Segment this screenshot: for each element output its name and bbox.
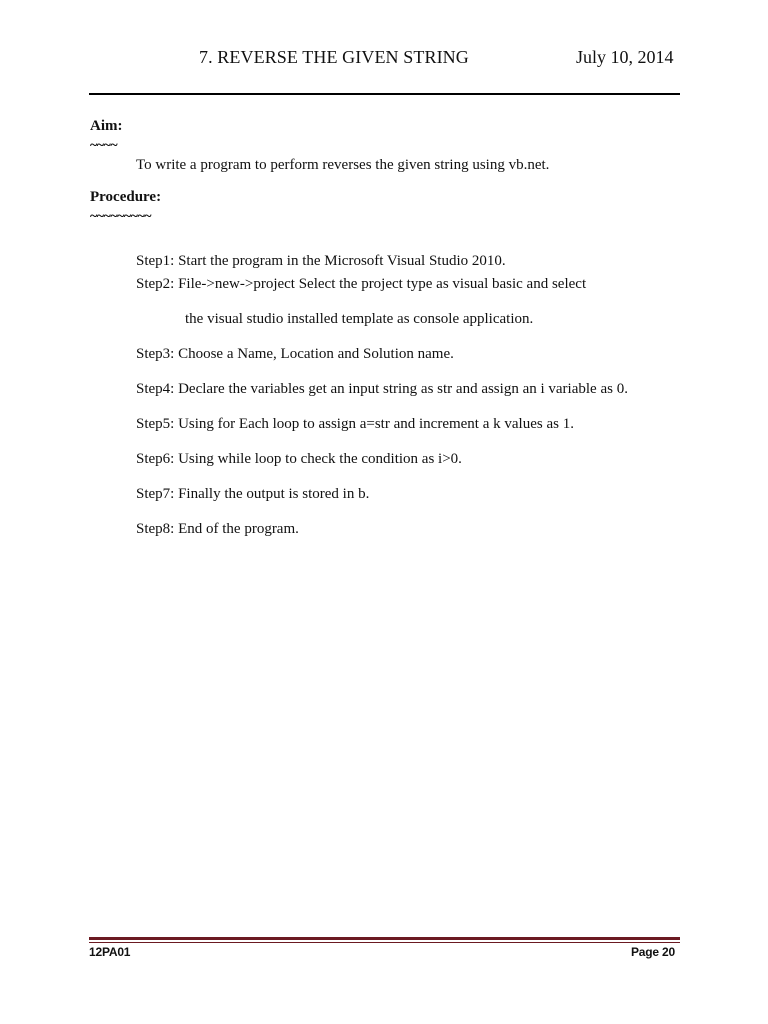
- procedure-step-4: Step4: Declare the variables get an input string as str and assign an i variable as 0.: [136, 381, 628, 397]
- aim-text: To write a program to perform reverses the given string using vb.net.: [136, 157, 550, 173]
- procedure-step-1: Step1: Start the program in the Microsoft Visual Studio 2010.: [136, 253, 506, 269]
- procedure-step-2: Step2: File->new->project Select the project type as visual basic and select: [136, 276, 587, 292]
- document-date: July 10, 2014: [576, 47, 674, 67]
- aim-underline: ~~~~: [90, 138, 118, 153]
- header-divider: [89, 93, 680, 95]
- page-number: Page 20: [631, 945, 675, 959]
- document-title: 7. REVERSE THE GIVEN STRING: [199, 47, 469, 67]
- footer-code: 12PA01: [89, 945, 131, 959]
- procedure-step-7: Step7: Finally the output is stored in b.: [136, 486, 370, 502]
- procedure-underline: ~~~~~~~~~: [90, 209, 152, 224]
- procedure-step-6: Step6: Using while loop to check the condition as i>0.: [136, 451, 462, 467]
- aim-heading: Aim:: [90, 118, 123, 134]
- procedure-step-5: Step5: Using for Each loop to assign a=str and increment a k values as 1.: [136, 416, 574, 432]
- procedure-step-2-continued: the visual studio installed template as console application.: [185, 311, 534, 327]
- footer-divider-thin: [89, 942, 680, 943]
- procedure-step-3: Step3: Choose a Name, Location and Solution name.: [136, 346, 454, 362]
- footer-divider-thick: [89, 937, 680, 940]
- procedure-step-8: Step8: End of the program.: [136, 521, 299, 537]
- procedure-heading: Procedure:: [90, 189, 162, 205]
